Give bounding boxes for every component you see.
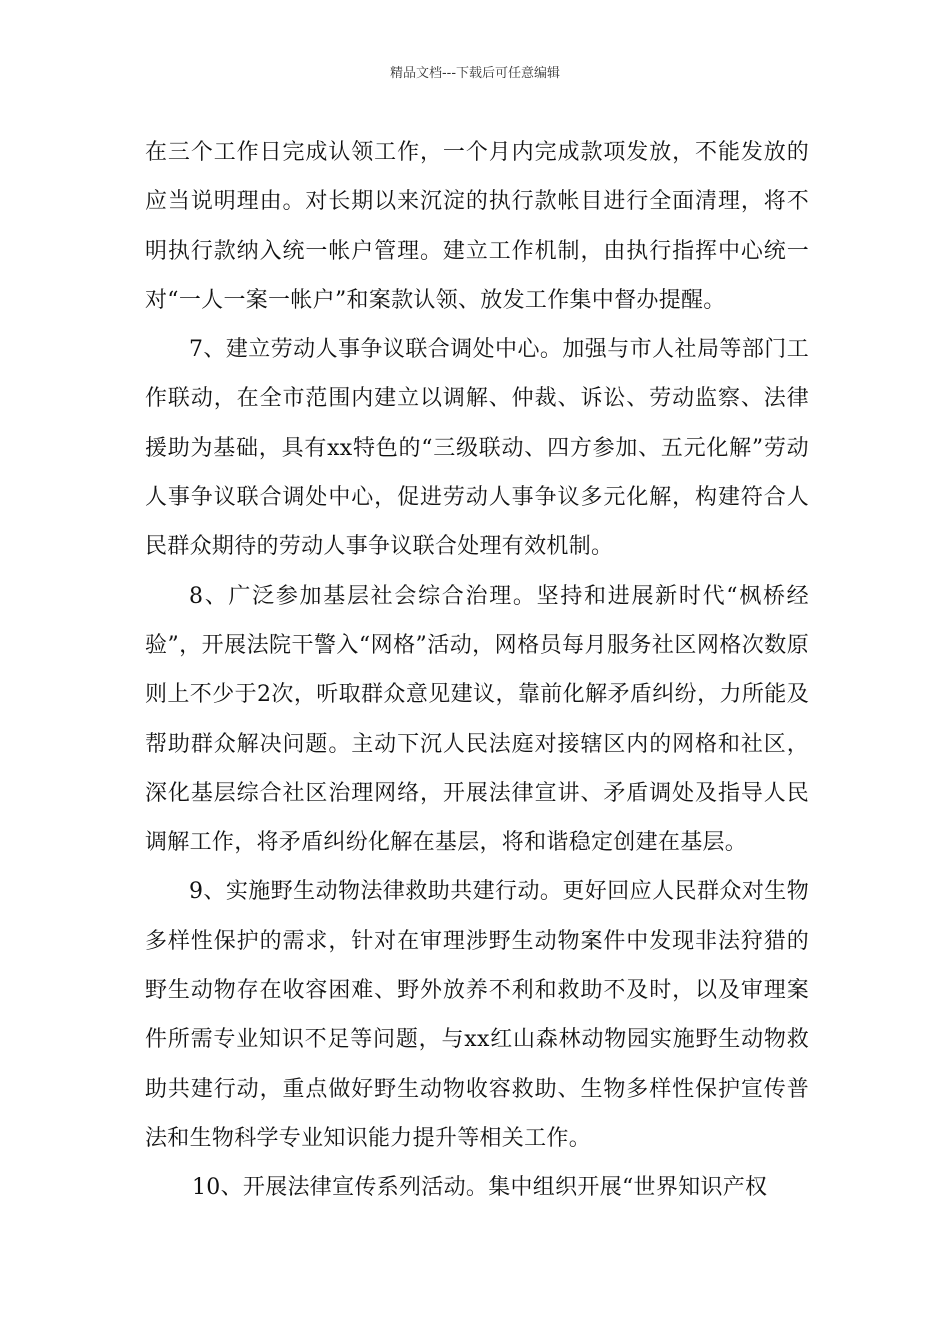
paragraph-item-8: 8、广泛参加基层社会综合治理。坚持和进展新时代“枫桥经验”，开展法院干警入“网格”活动，网格员每月服务社区网格次数原则上不少于2次，听取群众意见建议，靠前化解矛盾纠纷，力所能及帮助群众解决问题。主动下沉人民法庭对接辖区内的网格和社区，深化基层综合社区治理网络，开展法律宣讲、矛盾调处及指导人民调解工作，将矛盾纠纷化解在基层，将和谐稳定创建在基层。 <box>145 583 809 856</box>
page-header: 精品文档---下载后可任意编辑 <box>389 66 561 81</box>
paragraph-continuation: 在三个工作日完成认领工作，一个月内完成款项发放，不能发放的应当说明理由。对长期以来沉淀的执行款帐目进行全面清理，将不明执行款纳入统一帐户管理。建立工作机制，由执行指挥中心统一对“一人一案一帐户”和案款认领、放发工作集中督办提醒。 <box>145 140 809 313</box>
paragraph-item-9: 9、实施野生动物法律救助共建行动。更好回应人民群众对生物多样性保护的需求，针对在审理涉野生动物案件中发现非法狩猎的野生动物存在收容困难、野外放养不利和救助不及时，以及审理案件所需专业知识不足等问题，与xx红山森林动物园实施野生动物救助共建行动，重点做好野生动物收容救助、生物多样性保护宣传普法和生物科学专业知识能力提升等相关工作。 <box>145 879 809 1151</box>
document-body <box>145 128 809 1213</box>
paragraph-item-7: 7、建立劳动人事争议联合调处中心。加强与市人社局等部门工作联动，在全市范围内建立以调解、仲裁、诉讼、劳动监察、法律援助为基础，具有xx特色的“三级联动、四方参加、五元化解”劳动人事争议联合调处中心，促进劳动人事争议多元化解，构建符合人民群众期待的劳动人事争议联合处理有效机制。 <box>145 337 809 560</box>
paragraph-item-10: 10、开展法律宣传系列活动。集中组织开展“世界知识产权 <box>192 1175 768 1201</box>
